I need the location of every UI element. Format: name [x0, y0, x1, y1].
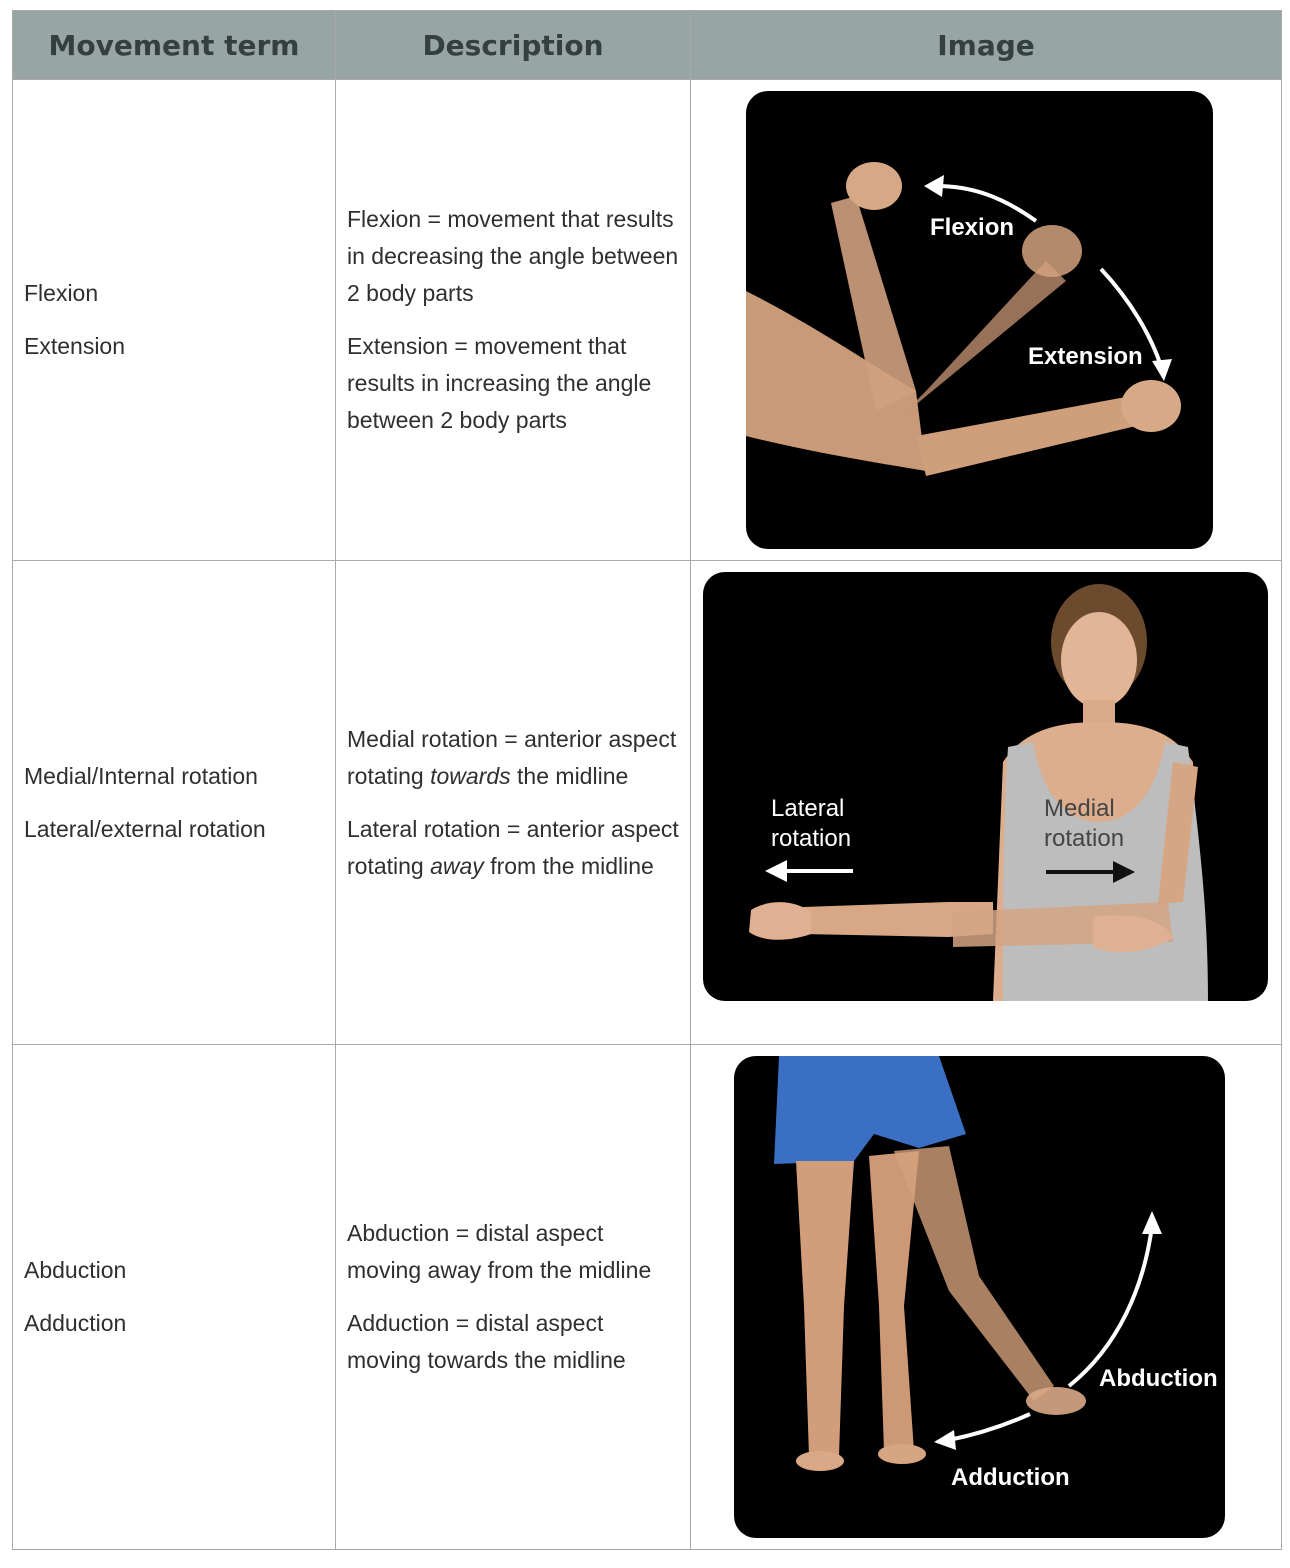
header-description: Description: [336, 11, 691, 80]
abduction-adduction-photo: [734, 1056, 1225, 1538]
table-row: [13, 561, 1282, 1045]
header-image: Image: [691, 11, 1282, 80]
image-cell: [691, 561, 1282, 1045]
person-illustration: [703, 572, 1268, 1001]
term-extension: Extension: [24, 333, 126, 359]
term-lateral-rotation: Lateral/external rotation: [24, 815, 266, 842]
description-cell: [336, 1045, 691, 1550]
abduction-label: Abduction: [1099, 1365, 1218, 1392]
description-cell: [336, 80, 691, 561]
description-abduction: Abduction = distal aspect moving away from the midline: [347, 1220, 652, 1283]
term-medial-rotation: Medial/Internal rotation: [24, 762, 258, 789]
table-header-row: [13, 11, 1282, 80]
adduction-label: Adduction: [951, 1464, 1070, 1491]
description-extension: Extension = movement that results in increasing the angle between 2 body parts: [347, 333, 652, 433]
extension-label: Extension: [1028, 343, 1143, 370]
description-flexion: Flexion = movement that results in decreasing the angle between 2 body parts: [347, 206, 679, 306]
table-row: [13, 1045, 1282, 1550]
description-lateral-rotation: Lateral rotation = anterior aspect rotating away from the midline: [347, 815, 679, 879]
term-cell: [13, 1045, 336, 1550]
flexion-extension-photo: [746, 91, 1213, 549]
term-cell: [13, 80, 336, 561]
description-cell: [336, 561, 691, 1045]
image-cell: [691, 1045, 1282, 1550]
table-row: [13, 80, 1282, 561]
image-cell: [691, 80, 1282, 561]
movement-terms-table: [12, 10, 1282, 1550]
term-cell: [13, 561, 336, 1045]
flexion-label: Flexion: [930, 214, 1015, 241]
description-medial-rotation: Medial rotation = anterior aspect rotating towards the midline: [347, 725, 677, 789]
term-adduction: Adduction: [24, 1310, 127, 1336]
lateral-rotation-label: Lateral rotation: [771, 795, 852, 852]
medial-rotation-label: Medial rotation: [1044, 795, 1125, 852]
rotation-photo: [703, 572, 1268, 1001]
description-adduction: Adduction = distal aspect moving towards the midline: [347, 1310, 626, 1373]
header-movement-term: Movement term: [13, 11, 336, 80]
term-flexion: Flexion: [24, 280, 99, 306]
term-abduction: Abduction: [24, 1257, 127, 1283]
arm-illustration: [746, 91, 1213, 549]
